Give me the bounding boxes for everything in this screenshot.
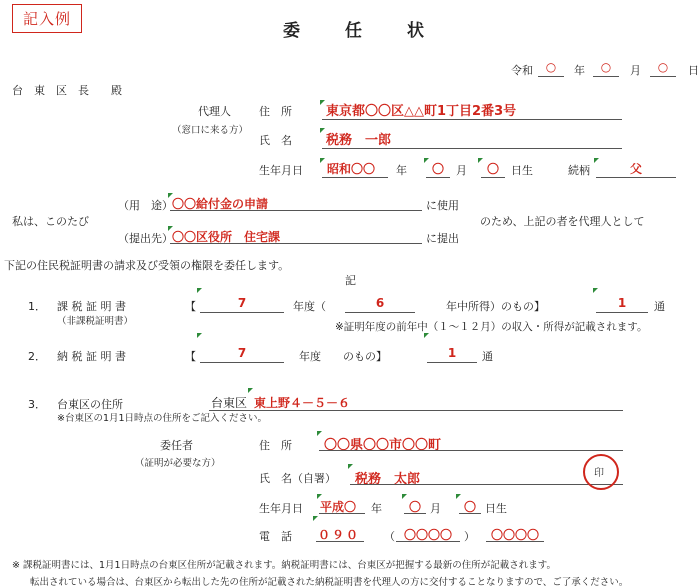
item3-address: 東上野４－５－６ bbox=[254, 396, 351, 410]
item1-bracket: 【 bbox=[185, 300, 196, 313]
principal-name-label: 氏 名（自署） bbox=[259, 472, 336, 485]
agent-relation: 父 bbox=[629, 162, 642, 176]
item1-count: 1 bbox=[617, 296, 627, 310]
purpose-submit: 〇〇区役所 住宅課 bbox=[172, 230, 281, 244]
item3-note: ※台東区の1月1日時点の住所をご記入ください。 bbox=[57, 413, 268, 424]
principal-birth-year-label: 年 bbox=[371, 502, 382, 515]
principal-phone2-open: （ bbox=[384, 530, 395, 543]
delegate-sentence: 下記の住民税証明書の請求及び受領の権限を委任します。 bbox=[4, 259, 290, 272]
date-month-label: 月 bbox=[630, 64, 641, 77]
principal-phone2-close: ） bbox=[464, 530, 475, 543]
principal-note: （証明が必要な方） bbox=[135, 458, 221, 469]
seal-stamp bbox=[583, 454, 619, 490]
item2-bracket: 【 bbox=[185, 350, 196, 363]
date-month: ○ bbox=[600, 60, 612, 74]
page-title: 委 任 状 bbox=[283, 21, 438, 41]
item1-fiscal-label: 年度（ bbox=[293, 300, 326, 313]
ki-heading: 記 bbox=[345, 274, 356, 287]
principal-birth-day-label: 日生 bbox=[485, 502, 507, 515]
principal-phone3: 〇〇〇〇 bbox=[490, 528, 539, 542]
principal-birth-label: 生年月日 bbox=[259, 502, 303, 515]
addressee: 台 東 区 長 殿 bbox=[12, 84, 122, 97]
date-day-label: 日 bbox=[688, 64, 699, 77]
item1-income-label: 年中所得）のもの】 bbox=[446, 300, 545, 313]
principal-birth-month-label: 月 bbox=[430, 502, 441, 515]
purpose-tail: のため、上記の者を代理人として bbox=[480, 215, 645, 228]
purpose-submit-label: （提出先） bbox=[118, 232, 173, 245]
principal-label: 委任者 bbox=[160, 439, 193, 452]
date-era: 令和 bbox=[511, 64, 533, 77]
date-day: ○ bbox=[657, 60, 669, 74]
agent-birth-era: 昭和〇〇 bbox=[327, 162, 376, 176]
item2-fiscal-year: 7 bbox=[237, 346, 247, 360]
purpose-use: 〇〇給付金の申請 bbox=[172, 197, 269, 211]
agent-birth-month-label: 月 bbox=[456, 164, 467, 177]
agent-birth-day-label: 日生 bbox=[511, 164, 533, 177]
item3-label: 台東区の住所 bbox=[57, 398, 123, 411]
item1-num: 1． bbox=[28, 300, 46, 313]
item3-ward: 台東区 bbox=[211, 396, 248, 410]
item2-count: 1 bbox=[447, 346, 457, 360]
seal-text: 印 bbox=[594, 468, 604, 479]
item1-fiscal-year: 7 bbox=[237, 296, 247, 310]
item2-num: 2． bbox=[28, 350, 46, 363]
principal-phone2: 〇〇〇〇 bbox=[403, 528, 452, 542]
principal-birth-era: 平成〇 bbox=[320, 500, 357, 514]
principal-address-label: 住 所 bbox=[259, 439, 292, 452]
principal-phone1: ０９０ bbox=[318, 528, 361, 542]
agent-birth-month: 〇 bbox=[431, 162, 444, 176]
purpose-intro: 私は、このたび bbox=[12, 215, 89, 228]
agent-address: 東京都〇〇区△△町1丁目2番3号 bbox=[326, 104, 517, 119]
footer-line1: ※ 課税証明書には、1月1日時点の台東区住所が記載されます。納税証明書には、台東区が把握する最新の住所が記載されます。 bbox=[12, 560, 557, 571]
purpose-use-label: （用 途） bbox=[118, 199, 173, 212]
date-year: ○ bbox=[545, 60, 557, 74]
principal-birth-month: 〇 bbox=[408, 500, 421, 514]
principal-name: 税務 太郎 bbox=[355, 472, 421, 487]
agent-name: 税務 一郎 bbox=[326, 133, 392, 148]
date-year-label: 年 bbox=[574, 64, 585, 77]
principal-birth-day: 〇 bbox=[463, 500, 476, 514]
item2-count-label: 通 bbox=[482, 350, 493, 363]
agent-birth-label: 生年月日 bbox=[259, 164, 303, 177]
item2-name: 納 税 証 明 書 bbox=[57, 350, 126, 363]
agent-note: （窓口に来る方） bbox=[172, 125, 249, 136]
agent-birth-day: 〇 bbox=[486, 162, 499, 176]
item1-note: ※証明年度の前年中（１～１２月）の収入・所得が記載されます。 bbox=[335, 321, 648, 333]
item1-name: 課 税 証 明 書 bbox=[57, 300, 126, 313]
item2-fiscal-label: 年度 のもの】 bbox=[299, 350, 387, 363]
agent-address-label: 住 所 bbox=[259, 105, 292, 118]
purpose-submit-suffix: に提出 bbox=[426, 232, 459, 245]
item3-num: 3． bbox=[28, 398, 46, 411]
agent-birth-year-label: 年 bbox=[396, 164, 407, 177]
agent-relation-label: 続柄 bbox=[568, 164, 590, 177]
item1-income-year: 6 bbox=[375, 296, 385, 310]
agent-label: 代理人 bbox=[198, 105, 231, 118]
principal-address: 〇〇県〇〇市〇〇町 bbox=[324, 438, 442, 453]
item1-sub: （非課税証明書） bbox=[57, 316, 134, 327]
purpose-use-suffix: に使用 bbox=[426, 199, 459, 212]
principal-phone-label: 電 話 bbox=[259, 530, 292, 543]
agent-name-label: 氏 名 bbox=[259, 134, 292, 147]
item1-count-label: 通 bbox=[654, 300, 665, 313]
sample-stamp: 記入例 bbox=[12, 4, 82, 33]
footer-line2: 転出されている場合は、台東区から転出した先の住所が記載された納税証明書を代理人の方に交付することなりますので、ご了承ください。 bbox=[30, 577, 629, 588]
